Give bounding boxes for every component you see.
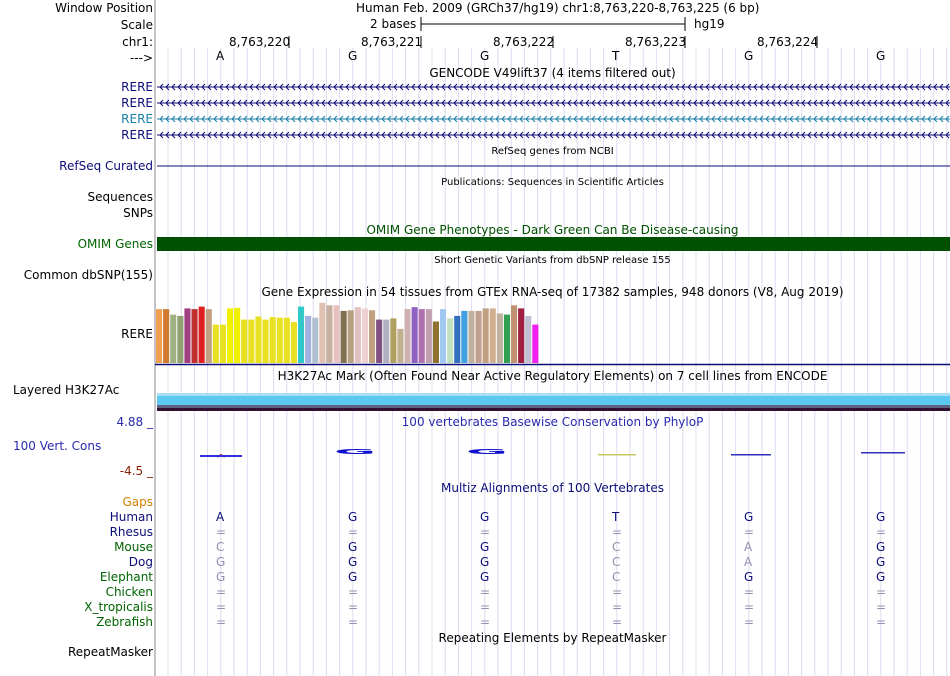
gtex-bar <box>426 309 432 363</box>
alignment-base: G <box>348 570 358 584</box>
scale-bar <box>421 17 685 31</box>
alignment-base: G <box>480 510 490 524</box>
alignment-base: A <box>216 510 225 524</box>
gtex-bar <box>383 320 389 363</box>
alignment-base: = <box>612 525 623 539</box>
alignment-base: = <box>480 600 491 614</box>
phylop-max: 4.88 _ <box>116 415 153 429</box>
gtex-bar <box>518 308 524 363</box>
gtex-bar <box>447 318 453 363</box>
gtex-bar <box>312 318 318 363</box>
gtex-bar <box>355 307 361 363</box>
phylop-title[interactable]: 100 vertebrates Basewise Conservation by PhyloP <box>401 415 704 429</box>
species-label[interactable]: Human <box>109 510 153 524</box>
gtex-bar <box>419 309 425 363</box>
gencode-item-label[interactable]: RERE <box>121 80 153 94</box>
gtex-bar <box>177 316 183 363</box>
alignment-base: = <box>876 600 887 614</box>
gencode-title[interactable]: GENCODE V49lift37 (4 items filtered out) <box>429 66 676 80</box>
coord-label: 8,763,220 <box>229 35 291 49</box>
alignment-base: = <box>348 585 359 599</box>
gtex-bar <box>319 303 325 363</box>
gtex-bar <box>184 308 190 363</box>
alignment-base: G <box>480 555 490 569</box>
gencode-item-label[interactable]: RERE <box>121 96 153 110</box>
gtex-bar <box>270 317 276 363</box>
gencode-item-label[interactable]: RERE <box>121 112 153 126</box>
gtex-bar <box>263 320 269 363</box>
gtex-bar <box>525 316 531 363</box>
gtex-bar <box>483 308 489 363</box>
alignment-base: = <box>480 615 491 629</box>
publications-title[interactable]: Publications: Sequences in Scientific Articles <box>441 177 664 188</box>
scale-label: Scale <box>120 18 153 32</box>
window-position-label: Window Position <box>55 1 153 15</box>
gtex-bar <box>490 308 496 363</box>
gencode-transcript <box>157 116 950 122</box>
dbsnp-title[interactable]: Short Genetic Variants from dbSNP release 155 <box>434 255 671 266</box>
refseq-label[interactable]: RefSeq Curated <box>59 159 153 173</box>
base-letter: G <box>876 49 886 63</box>
window-position-value: Human Feb. 2009 (GRCh37/hg19) chr1:8,763,220-8,763,225 (6 bp) <box>356 1 760 15</box>
species-label[interactable]: X_tropicalis <box>84 600 153 614</box>
alignment-base: G <box>480 540 490 554</box>
alignment-base: G <box>876 540 886 554</box>
species-label[interactable]: Dog <box>128 555 153 569</box>
scale-value: 2 bases <box>370 17 417 31</box>
gtex-bar <box>163 309 169 363</box>
alignment-base: C <box>612 570 621 584</box>
gtex-bar <box>234 308 240 363</box>
gtex-bar <box>532 325 538 363</box>
gtex-bar <box>390 318 396 363</box>
gtex-bar <box>468 311 474 363</box>
gtex-title[interactable]: Gene Expression in 54 tissues from GTEx RNA-seq of 17382 samples, 948 donors (V8, Aug 2019) <box>261 285 844 299</box>
alignment-base: = <box>480 525 491 539</box>
alignment-base: C <box>612 555 621 569</box>
gtex-bar <box>248 320 254 363</box>
alignment-base: = <box>480 585 491 599</box>
alignment-base: = <box>744 615 755 629</box>
coord-label: 8,763,221 <box>361 35 423 49</box>
alignment-base: G <box>480 570 490 584</box>
svg-text:G: G <box>334 448 376 457</box>
gtex-bar <box>412 307 418 363</box>
alignment-base: = <box>348 525 359 539</box>
gtex-bar <box>504 315 510 363</box>
alignment-base: = <box>612 615 623 629</box>
alignment-base: = <box>216 615 227 629</box>
species-label[interactable]: Mouse <box>114 540 153 554</box>
gtex-bar <box>369 310 375 363</box>
coord-label: 8,763,222 <box>493 35 555 49</box>
base-letter: T <box>612 49 620 63</box>
alignment-base: = <box>612 585 623 599</box>
base-letter: A <box>216 49 225 63</box>
gencode-transcript <box>157 132 950 138</box>
phylop-bases <box>200 448 905 459</box>
gtex-bar <box>433 322 439 364</box>
gtex-bar <box>277 318 283 363</box>
alignment-base: T <box>612 510 620 524</box>
publications-label[interactable]: SNPs <box>123 206 153 220</box>
species-label[interactable]: Rhesus <box>109 525 153 539</box>
base-letter: G <box>480 49 490 63</box>
alignment-base: = <box>216 525 227 539</box>
omim-bar <box>157 237 950 251</box>
chr-label[interactable]: chr1: <box>122 35 153 49</box>
alignment-base: = <box>216 585 227 599</box>
gtex-label[interactable]: RERE <box>121 327 153 341</box>
gtex-bar <box>362 308 368 363</box>
repeatmasker-title[interactable]: Repeating Elements by RepeatMasker <box>438 631 667 645</box>
gtex-bar <box>405 309 411 363</box>
h3k27ac-title[interactable]: H3K27Ac Mark (Often Found Near Active Regulatory Elements) on 7 cell lines from ENCODE <box>277 369 828 383</box>
gtex-bar <box>241 320 247 363</box>
base-letter: G <box>348 49 358 63</box>
repeatmasker-label[interactable]: RepeatMasker <box>67 645 153 659</box>
alignment-base: G <box>348 510 358 524</box>
alignment-base: = <box>612 600 623 614</box>
gtex-bar <box>291 322 297 363</box>
alignment-base: A <box>744 540 753 554</box>
alignment-base: G <box>876 555 886 569</box>
alignment-base: = <box>744 585 755 599</box>
alignment-base: = <box>876 585 887 599</box>
alignment-base: A <box>744 555 753 569</box>
multiz-title[interactable]: Multiz Alignments of 100 Vertebrates <box>440 481 665 495</box>
alignment-base: G <box>744 510 754 524</box>
alignment-base: = <box>348 600 359 614</box>
gtex-bar <box>440 309 446 363</box>
phylop-min: -4.5 _ <box>119 464 153 478</box>
gtex-bar <box>298 307 304 363</box>
gencode-transcript <box>157 100 950 106</box>
alignment-base: C <box>612 540 621 554</box>
alignment-base: G <box>876 510 886 524</box>
gencode-transcripts <box>157 84 950 138</box>
alignment-base: G <box>216 555 226 569</box>
alignment-base: = <box>876 525 887 539</box>
svg-text:G: G <box>466 448 508 457</box>
gtex-bar <box>220 325 226 363</box>
gtex-bar <box>454 316 460 363</box>
omim-label[interactable]: OMIM Genes <box>77 237 153 251</box>
dbsnp-label[interactable]: Common dbSNP(155) <box>23 268 153 282</box>
h3k27ac-label[interactable]: Layered H3K27Ac <box>13 383 120 397</box>
gtex-bar <box>511 305 517 363</box>
strand-label[interactable]: ---> <box>129 51 153 65</box>
alignment-base: G <box>348 540 358 554</box>
gtex-bar <box>348 310 354 363</box>
gtex-bar <box>397 329 403 363</box>
gtex-bar <box>497 313 503 363</box>
alignment-base: = <box>876 615 887 629</box>
gtex-bar <box>341 311 347 363</box>
gtex-bar <box>227 308 233 363</box>
alignment-base: G <box>348 555 358 569</box>
gtex-bar <box>461 311 467 363</box>
gtex-bar <box>199 307 205 363</box>
publications-label[interactable]: Sequences <box>87 190 153 204</box>
gaps-label[interactable]: Gaps <box>122 495 153 509</box>
coord-label: 8,763,224 <box>757 35 819 49</box>
gtex-bar <box>213 325 219 363</box>
alignment-base: C <box>216 540 225 554</box>
gtex-bar <box>476 311 482 363</box>
species-label[interactable]: Zebrafish <box>96 615 153 629</box>
gtex-bar <box>156 309 162 363</box>
gtex-bar <box>376 320 382 363</box>
gtex-bar <box>170 315 176 363</box>
species-label[interactable]: Elephant <box>99 570 153 584</box>
gtex-chart <box>156 303 538 363</box>
gtex-bar <box>284 318 290 363</box>
species-label[interactable]: Chicken <box>105 585 153 599</box>
gtex-bar <box>334 305 340 363</box>
gtex-bar <box>255 317 261 364</box>
omim-title[interactable]: OMIM Gene Phenotypes - Dark Green Can Be Disease-causing <box>366 223 739 237</box>
gtex-bar <box>206 309 212 363</box>
gencode-transcript <box>157 84 950 90</box>
alignment-base: = <box>744 525 755 539</box>
alignment-base: = <box>744 600 755 614</box>
alignment-base: G <box>216 570 226 584</box>
gtex-bar <box>305 316 311 363</box>
alignment-base: G <box>744 570 754 584</box>
h3k27ac-signal <box>157 393 950 411</box>
alignment-base: G <box>876 570 886 584</box>
scale-db: hg19 <box>694 17 725 31</box>
coord-label: 8,763,223 <box>625 35 687 49</box>
gencode-item-label[interactable]: RERE <box>121 128 153 142</box>
gtex-bar <box>192 309 198 363</box>
alignment-base: = <box>216 600 227 614</box>
alignment-base: = <box>348 615 359 629</box>
base-letter: G <box>744 49 754 63</box>
refseq-title[interactable]: RefSeq genes from NCBI <box>491 146 614 157</box>
phylop-label[interactable]: 100 Vert. Cons <box>13 439 102 453</box>
gtex-bar <box>326 305 332 363</box>
